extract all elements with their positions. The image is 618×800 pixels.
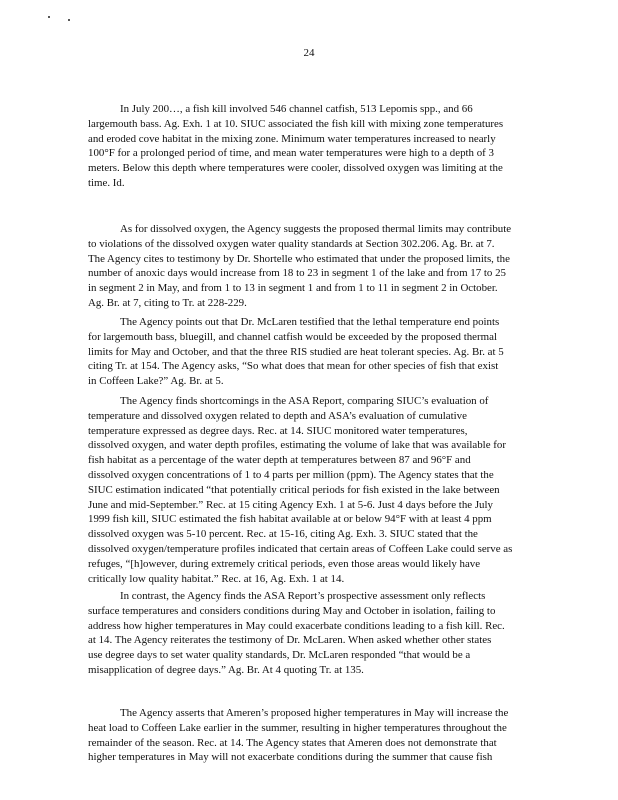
text-line: In July 200…, a fish kill involved 546 channel catfish, 513 Lepomis spp., and 66 bbox=[120, 103, 473, 115]
text-line: temperature and dissolved oxygen related to depth and ASA’s evaluation of cumulative bbox=[88, 409, 467, 422]
text-line: The Agency points out that Dr. McLaren testified that the lethal temperature end points bbox=[120, 316, 500, 328]
text-line: dissolved oxygen was 5-10 percent. Rec. at 15-16, citing Ag. Exh. 3. SIUC stated that the bbox=[88, 528, 478, 541]
text-line: surface temperatures and considers conditions during May and October in isolation, failing to bbox=[88, 604, 496, 617]
text-line: and eroded cove habitat in the mixing zone. Minimum water temperatures increased to nearly bbox=[88, 132, 496, 145]
text-line: dissolved oxygen/temperature profiles indicated that certain areas of Coffeen Lake could serve as bbox=[88, 542, 513, 555]
text-line: remainder of the season. Rec. at 14. The Agency states that Ameren does not demonstrate that bbox=[88, 736, 497, 749]
page-number: 24 bbox=[303, 47, 315, 59]
text-line: The Agency finds shortcomings in the ASA Report, comparing SIUC’s evaluation of bbox=[120, 395, 489, 407]
text-line: for largemouth bass, bluegill, and channel catfish would be exceeded by the proposed thermal bbox=[88, 330, 497, 343]
text-line: time. Id. bbox=[88, 176, 125, 189]
text-line: The Agency asserts that Ameren’s proposed higher temperatures in May will increase the bbox=[120, 707, 509, 719]
scan-speck bbox=[68, 19, 70, 21]
text-line: misapplication of degree days.” Ag. Br. At 4 quoting Tr. at 135. bbox=[88, 663, 364, 676]
text-line: number of anoxic days would increase from 18 to 23 in segment 1 of the lake and from 17 to 25 bbox=[88, 267, 506, 280]
text-line: in segment 2 in May, and from 1 to 13 in segment 1 and from 1 to 11 in segment 2 in October. bbox=[88, 282, 498, 295]
text-line: limits for May and October, and that the three RIS studied are heat tolerant species. Ag. Br. at 5 bbox=[88, 345, 504, 358]
paragraph-6 bbox=[88, 706, 533, 765]
text-line: As for dissolved oxygen, the Agency suggests the proposed thermal limits may contribute bbox=[120, 223, 512, 235]
paragraph-4 bbox=[88, 394, 533, 586]
text-line: June and mid-September.” Rec. at 15 citing Agency Exh. 1 at 5-6. Just 4 days before the July bbox=[88, 498, 493, 511]
text-line: largemouth bass. Ag. Exh. 1 at 10. SIUC associated the fish kill with mixing zone temperatures bbox=[88, 117, 504, 130]
text-line: 1999 fish kill, SIUC estimated the fish habitat available at or below 94°F with at least 4 ppm bbox=[88, 513, 492, 526]
text-line: SIUC estimation indicated “that potentially critical periods for fish existed in the lake between bbox=[88, 483, 500, 496]
text-line: 100°F for a prolonged period of time, and mean water temperatures were high to a depth of 3 bbox=[88, 147, 494, 160]
text-line: heat load to Coffeen Lake earlier in the summer, resulting in higher temperatures throughout the bbox=[88, 721, 507, 734]
paragraph-5 bbox=[88, 589, 533, 678]
scan-speck bbox=[48, 16, 50, 18]
text-line: at 14. The Agency reiterates the testimony of Dr. McLaren. When asked whether other states bbox=[88, 634, 492, 647]
text-line: Ag. Br. at 7, citing to Tr. at 228-229. bbox=[88, 296, 247, 309]
paragraph-2 bbox=[88, 222, 533, 311]
text-line: critically low quality habitat.” Rec. at 16, Ag. Exh. 1 at 14. bbox=[88, 572, 345, 585]
text-line: to violations of the dissolved oxygen water quality standards at Section 302.206. Ag. Br. at 7. bbox=[88, 237, 495, 250]
paragraph-3 bbox=[88, 315, 533, 389]
text-line: use degree days to set water quality standards, Dr. McLaren responded “that would be a bbox=[88, 649, 471, 662]
text-line: meters. Below this depth where temperatures were cooler, dissolved oxygen was limiting at the bbox=[88, 162, 503, 175]
text-line: dissolved oxygen, and water depth profiles, estimating the volume of lake that was available for bbox=[88, 439, 506, 452]
paragraph-1 bbox=[88, 102, 533, 191]
text-line: The Agency cites to testimony by Dr. Shortelle who estimated that under the proposed limits, the bbox=[88, 252, 510, 265]
text-line: higher temperatures in May will not exacerbate conditions during the summer that cause fish bbox=[88, 751, 493, 764]
text-line: fish habitat as a percentage of the water depth at temperatures between 87 and 96°F and bbox=[88, 454, 471, 467]
text-line: In contrast, the Agency finds the ASA Report’s prospective assessment only reflects bbox=[120, 590, 486, 602]
text-line: in Coffeen Lake?” Ag. Br. at 5. bbox=[88, 375, 224, 388]
text-line: citing Tr. at 154. The Agency asks, “So what does that mean for other species of fish that exist bbox=[88, 360, 499, 373]
text-line: address how higher temperatures in May could exacerbate conditions leading to a fish kill. Rec. bbox=[88, 619, 505, 632]
text-line: refuges, “[h]owever, during extremely critical periods, even those areas would likely have bbox=[88, 557, 481, 570]
text-line: dissolved oxygen concentrations of 1 to 4 parts per million (ppm). The Agency states that the bbox=[88, 468, 494, 481]
text-line: temperature expressed as degree days. Rec. at 14. SIUC monitored water temperatures, bbox=[88, 424, 468, 437]
